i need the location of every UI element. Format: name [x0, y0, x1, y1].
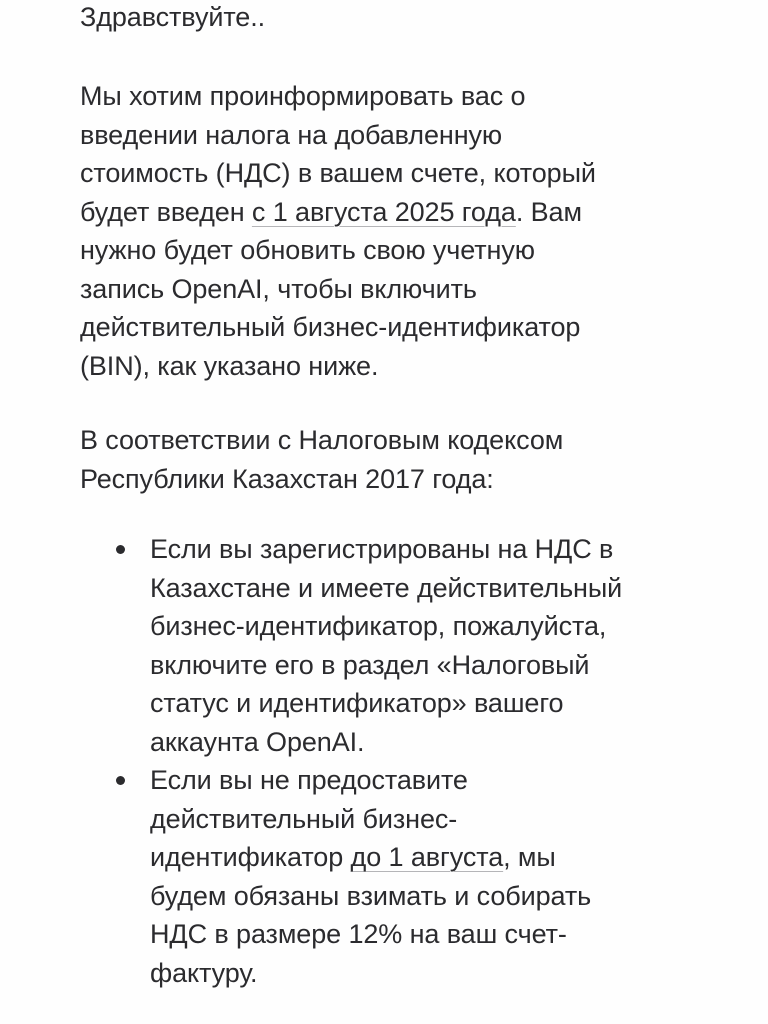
deadline-date-link[interactable]: до 1 августа — [350, 842, 504, 872]
intro-line-6: запись OpenAI, чтобы включить — [80, 273, 477, 304]
item1-line-3: бизнес-идентификатор, пожалуйста, — [150, 611, 607, 641]
item1-line-4: включите его в раздел «Налоговый — [150, 649, 590, 680]
intro-line-4-start: будет введен — [80, 196, 252, 227]
law-paragraph — [80, 421, 563, 498]
intro-line-3: стоимость (НДС) в вашем счете, который — [80, 158, 596, 188]
item2-line-6: фактуру. — [150, 957, 258, 988]
bullet-icon — [116, 545, 125, 554]
intro-line-5: нужно будет обновить свою учетную — [80, 235, 535, 265]
item2-line-4: будем обязаны взимать и собирать — [150, 880, 592, 911]
item2-line-3-end: , мы — [503, 842, 556, 872]
intro-line-1: Мы хотим проинформировать вас о — [80, 81, 526, 111]
intro-line-8: (BIN), как указано ниже. — [80, 350, 379, 381]
law-line-2: Республики Казахстан 2017 года: — [80, 463, 494, 494]
intro-line-2: введении налога на добавленную — [80, 119, 503, 150]
item2-line-1: Если вы не предоставите — [150, 765, 468, 795]
item2-line-2: действительный бизнес- — [150, 803, 458, 834]
list-item — [80, 530, 622, 761]
bullet-icon — [116, 776, 125, 785]
item1-line-1: Если вы зарегистрированы на НДС в — [150, 534, 614, 564]
list-item — [80, 761, 622, 992]
law-line-1: В соответствии с Налоговым кодексом — [80, 425, 564, 455]
intro-line-4 — [80, 193, 596, 232]
requirements-list — [80, 530, 622, 992]
item2-line-3-start: идентификатор — [150, 842, 351, 872]
item1-line-2: Казахстане и имеете действительный — [150, 572, 623, 603]
vat-start-date-link[interactable]: с 1 августа 2025 года — [251, 196, 516, 227]
item2-line-3 — [150, 838, 622, 877]
intro-paragraph — [80, 77, 596, 385]
intro-line-4-end: . Вам — [515, 196, 582, 227]
greeting-text: Здравствуйте.. — [80, 2, 266, 32]
intro-line-7: действительный бизнес-идентификатор — [80, 312, 581, 342]
item1-line-5: статус и идентификатор» вашего — [150, 688, 564, 718]
item2-line-5: НДС в размере 12% на ваш счет- — [150, 919, 567, 949]
item1-line-6: аккаунта OpenAI. — [150, 726, 365, 757]
